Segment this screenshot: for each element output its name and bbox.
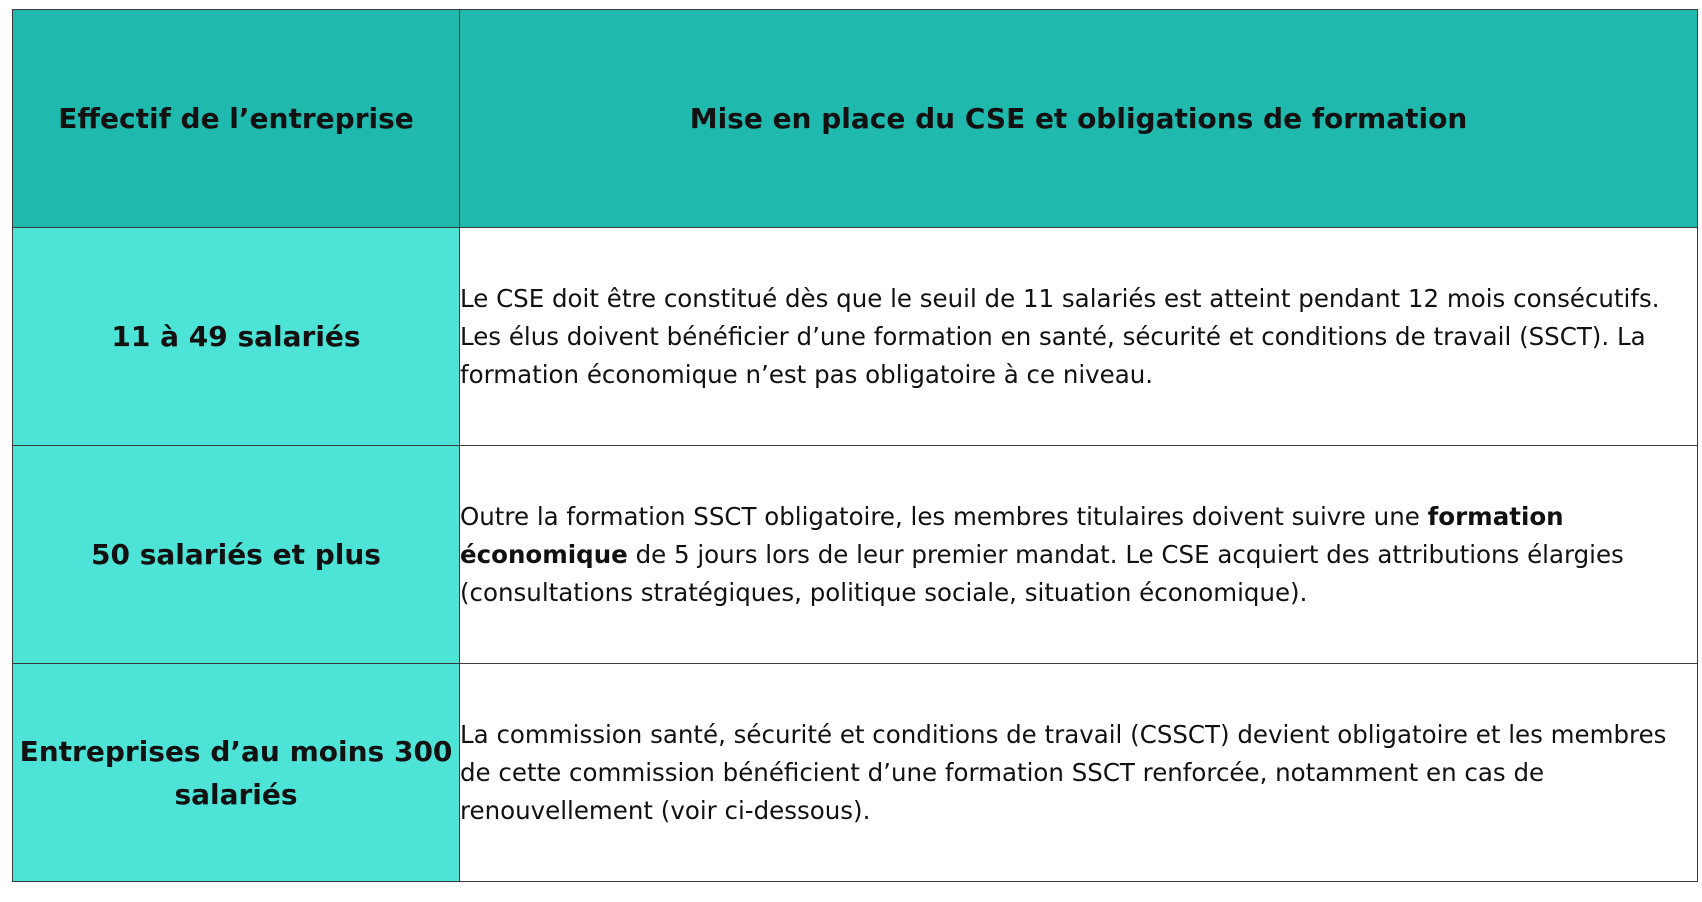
header-company-size: Effectif de l’entreprise — [13, 10, 460, 228]
obligations-text: Outre la formation SSCT obligatoire, les membres titulaires doivent suivre une — [460, 501, 1428, 531]
table-row — [13, 228, 1698, 446]
table-header-row — [13, 10, 1698, 228]
obligations-cell — [460, 228, 1698, 446]
header-cse-obligations: Mise en place du CSE et obligations de formation — [460, 10, 1698, 228]
table-row — [13, 446, 1698, 664]
obligations-text-end: de 5 jours lors de leur premier mandat. Le CSE acquiert des attributions élargies (consultations stratégiques, politique sociale, situation économique). — [460, 539, 1624, 607]
company-size-cell: 11 à 49 salariés — [13, 228, 460, 446]
obligations-cell — [460, 446, 1698, 664]
obligations-cell — [460, 664, 1698, 882]
obligations-text-bold: formation économique — [460, 501, 1564, 569]
cse-obligations-table — [12, 9, 1698, 882]
company-size-cell: Entreprises d’au moins 300 salariés — [13, 664, 460, 882]
table-row — [13, 664, 1698, 882]
company-size-cell: 50 salariés et plus — [13, 446, 460, 664]
obligations-text: Le CSE doit être constitué dès que le seuil de 11 salariés est atteint pendant 12 mois consécutifs. Les élus doivent bénéficier d’une formation en santé, sécurité et conditions de travail (SSCT). La formation économique n’est pas obligatoire à ce niveau. — [460, 283, 1660, 389]
obligations-text: La commission santé, sécurité et conditions de travail (CSSCT) devient obligatoire et les membres de cette commission bénéficient d’une formation SSCT renforcée, notamment en cas de renouvellement (voir ci-dessous). — [460, 719, 1667, 825]
